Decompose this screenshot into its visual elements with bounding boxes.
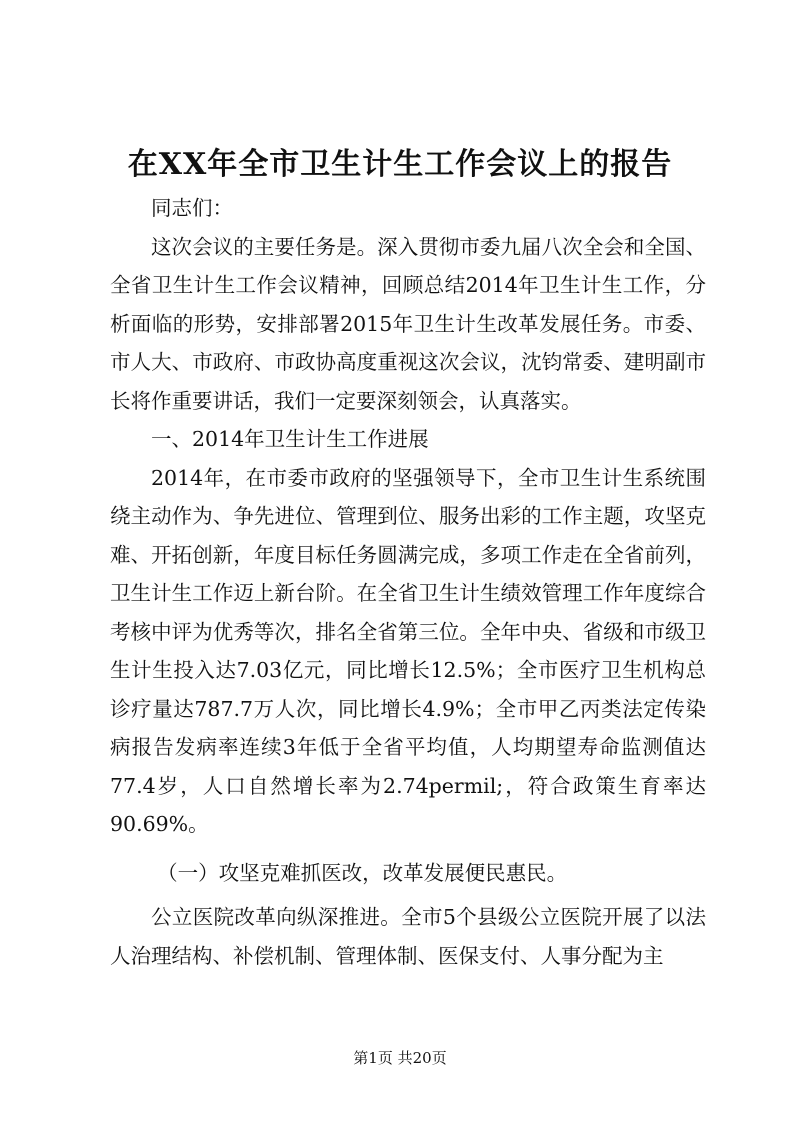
document-title: 在XX年全市卫生计生工作会议上的报告	[127, 147, 673, 182]
page-footer: 第1页 共20页	[353, 1049, 447, 1067]
document-body	[110, 189, 706, 975]
progress-paragraph: 2014年，在市委市政府的坚强领导下，全市卫生计生系统围绕主动作为、争先进位、管理到位、服务出彩的工作主题，攻坚克难、开拓创新，年度目标任务圆满完成，多项工作走在全省前列，卫生计生工作迈上新台阶。在全省卫生计生绩效管理工作年度综合考核中评为优秀等次，排名全省第三位。全年中央、省级和市级卫生计生投入达7.03亿元，同比增长12.5%；全市医疗卫生机构总诊疗量达787.7万人次，同比增长4.9%；全市甲乙丙类法定传染病报告发病率连续3年低于全省平均值，人均期望寿命监测值达77.4岁，人口自然增长率为2.74permil;，符合政策生育率达90.69%。	[110, 465, 706, 836]
section-heading-progress: 一、2014年卫生计生工作进展	[151, 427, 429, 451]
reform-paragraph: 公立医院改革向纵深推进。全市5个县级公立医院开展了以法人治理结构、补偿机制、管理体制、医保支付、人事分配为主	[110, 905, 706, 968]
intro-paragraph: 这次会议的主要任务是。深入贯彻市委九届八次全会和全国、全省卫生计生工作会议精神，回顾总结2014年卫生计生工作，分析面临的形势，安排部署2015年卫生计生改革发展任务。市委、市人大、市政府、市政协高度重视这次会议，沈钧常委、建明副市长将作重要讲话，我们一定要深刻领会，认真落实。	[110, 234, 706, 413]
subsection-heading-reform: （一）攻坚克难抓医改，改革发展便民惠民。	[157, 860, 568, 885]
salutation: 同志们：	[151, 196, 233, 220]
